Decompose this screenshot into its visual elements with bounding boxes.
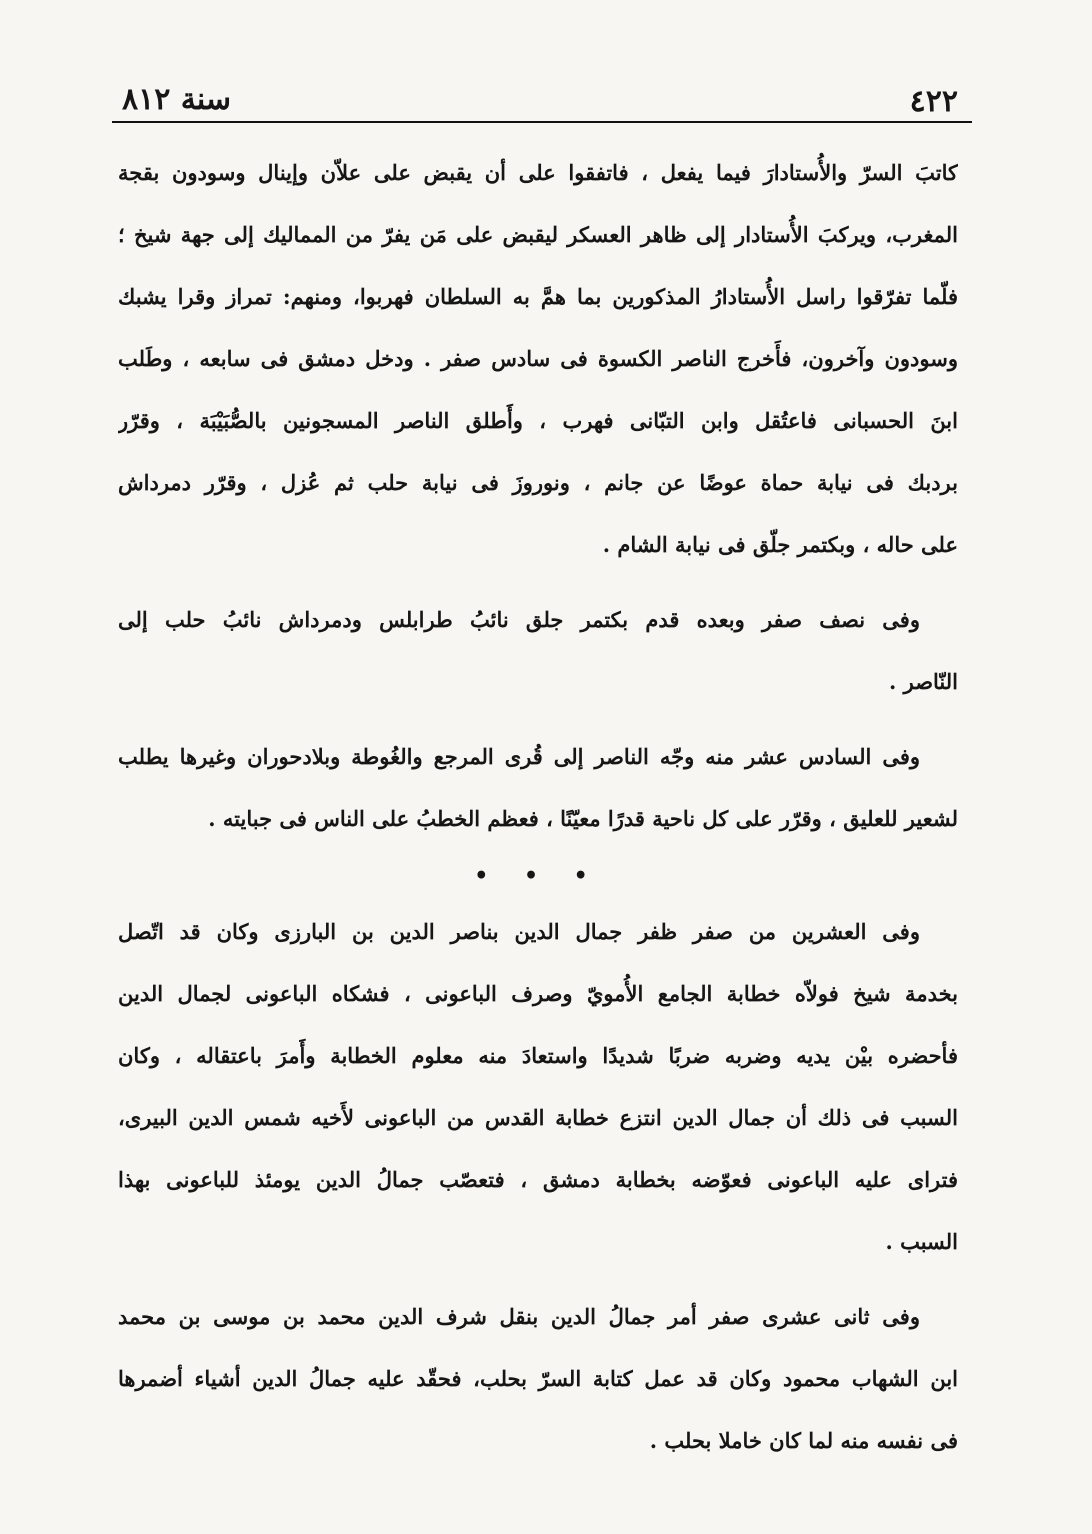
text-line: وفى ثانى عشرى صفر أمر جمالُ الدين بنقل شرف الدين محمد بن موسى بن محمد [118,1304,920,1329]
text-line: فى نفسه منه لما كان خاملا بحلب . [649,1428,958,1453]
page-header [112,78,972,122]
text-line: وفى العشرين من صفر ظفر جمال الدين بناصر الدين بن البارزى وكان قد اتّصل [118,919,920,944]
text-line: السبب . [885,1229,958,1254]
text-line: فأحضره بيْن يديه وضربه ضربًا شديدًا واستعادَ منه معلوم الخطابة وأَمرَ باعتقاله ، وكان [118,1043,958,1068]
page-number: ٤٢٢ [909,84,958,119]
paragraph-1 [118,142,958,576]
text-line: النّاصر . [888,669,958,694]
text-line: بردبك فى نيابة حماة عوضًا عن جانم ، ونوروزَ فى نيابة حلب ثم عُزل ، وقرّر دمرداش [118,470,958,495]
paragraph-4 [118,901,958,1273]
paragraph-5 [118,1286,958,1472]
text-line: فلّما تفرّقوا راسل الأُستادارُ المذكورين بما همَّ به السلطان فهربوا، ومنهم: تمراز وقرا يشبك [118,284,958,309]
paragraph-2 [118,589,958,713]
text-line: لشعير للعليق ، وقرّر على كل ناحية قدرًا معيّنًا ، فعظم الخطبُ على الناس فى جبايته . [208,806,958,831]
text-line: على حاله ، وبكتمر جلّق فى نيابة الشام . [602,532,958,557]
text-line: المغرب، ويركبَ الأُستادار إلى ظاهر العسكر ليقبض على مَن يفرّ من المماليك إلى جهة شيخ ؛ [118,222,958,247]
header-rule [112,121,972,123]
running-head-year: سنة ٨١٢ [122,82,232,117]
text-line: ابن الشهاب محمود وكان قد عمل كتابة السرّ بحلب، فحقّد عليه جمالُ الدين أشياء أضمرها [118,1366,958,1391]
page-body [118,142,958,1485]
text-line: السبب فى ذلك أن جمال الدين انتزع خطابة القدس من الباعونى لأَخيه شمس الدين البيرى، [118,1105,958,1130]
text-line: وسودون وآخرون، فأَخرج الناصر الكسوة فى سادس صفر . ودخل دمشق فى سابعه ، وطَلب [118,346,958,371]
text-line: وفى السادس عشر منه وجّه الناصر إلى قُرى المرجع والغُوطة وبلادحوران وغيرها يطلب [118,744,920,769]
section-separator: • • • [474,863,602,889]
text-line: فتراى عليه الباعونى فعوّضه بخطابة دمشق ، فتعصّب جمالُ الدين يومئذ للباعونى بهذا [118,1167,958,1192]
text-line: كاتبَ السرّ والأُستادارَ فيما يفعل ، فاتفقوا على أن يقبض على علاّن وإينال وسودون بقجة [118,160,958,185]
text-line: ابنَ الحسبانى فاعتُقل وابن التبّانى فهرب ، وأَطلق الناصر المسجونين بالصُّبَيْبَة ، وقرّر [118,408,958,433]
paragraph-3 [118,726,958,850]
text-line: وفى نصف صفر وبعده قدم بكتمر جلق نائبُ طرابلس ودمرداش نائبُ حلب إلى [118,607,920,632]
text-line: بخدمة شيخ فولاّه خطابة الجامع الأُمويّ وصرف الباعونى ، فشكاه الباعونى لجمال الدين [118,981,958,1006]
